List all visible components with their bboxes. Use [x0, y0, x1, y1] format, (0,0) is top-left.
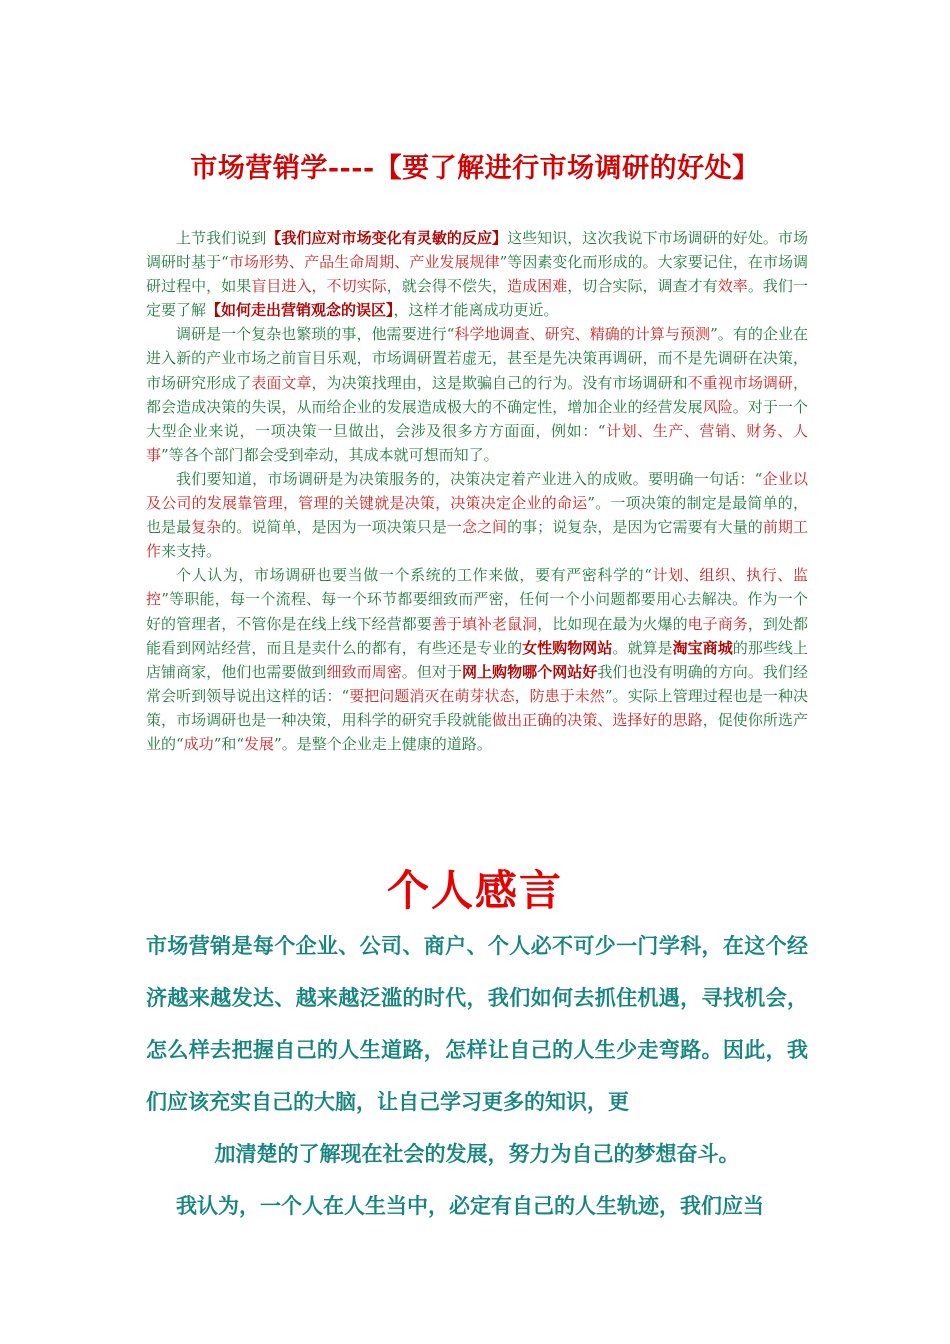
highlight-text: 电子商务: [687, 614, 748, 633]
text: 这些知识，这次我说下市场调研的好处。市场调研时基于“: [146, 229, 808, 272]
highlight-text: 发展: [244, 734, 275, 753]
text: 。对于一个大型企业来说，一项决策一旦做出，会涉及很多方方面面，例如：“: [146, 397, 808, 440]
text: ”等职能，每一个流程、每一个环节都要细致而严密，任何一个小问题都要用心去解决。作为一个好的管理者，不管你是在线上线下经营都要: [146, 590, 808, 633]
text: 个人认为，市场调研也要当做一个系统的工作来做，要有严密科学的“: [176, 566, 652, 585]
text: 调研是一个复杂也繁琐的事，他需要进行“: [176, 325, 455, 344]
highlight-text: 风险: [702, 397, 733, 416]
article-link[interactable]: 网上购物哪个网站好: [461, 662, 598, 681]
text: ，为决策找理由，这是欺骗自己的行为。没有市场调研和: [311, 373, 688, 392]
highlight-text: 做出正确的决策、选择好的思路: [492, 710, 703, 729]
text: 的。说简单，是因为一项决策只是: [221, 518, 447, 537]
article-body: [146, 226, 808, 756]
article-link[interactable]: 淘宝商城: [672, 638, 733, 657]
highlight-text: 表面文章: [251, 373, 312, 392]
text: 。但对于: [401, 662, 462, 681]
paragraph-4: [146, 563, 808, 756]
text: ，比如现在最为火爆的: [537, 614, 688, 633]
text: 上节我们说到: [176, 229, 267, 247]
text: ，促使你所选产业的“: [146, 710, 808, 753]
essay-section: [146, 920, 808, 1232]
document-title: 市场营销学----【要了解进行市场调研的好处】: [190, 153, 760, 184]
text: 。就算是: [612, 638, 673, 657]
text: ，都会造成决策的失误，从而给企业的发展造成极大的不确定性，增加企业的经营发展: [146, 373, 808, 416]
text: ”。是整个企业走上健康的道路。: [274, 734, 492, 753]
text: ，这样才能离成功更近。: [393, 301, 559, 320]
article-link[interactable]: 【如何走出营销观念的误区】: [206, 301, 394, 320]
text: ”。有的企业在进入新的产业市场之前盲目乐观，市场调研置若虚无，甚至是先决策再调研，而不是先调研在决策，市场研究形成了: [146, 325, 808, 392]
highlight-text: 企业以及公司的发展靠管理，管理的关键就是决策，决策决定企业的命运: [146, 469, 808, 513]
essay-paragraph-1-end: 加清楚的了解现在社会的发展，努力为自己的梦想奋斗。: [214, 1141, 740, 1166]
text: ”。实际上管理过程也是一种决策，市场调研也是一种决策，用科学的研究手段就能: [146, 686, 808, 729]
text: ”和“: [213, 734, 245, 753]
highlight-text: 一念之间: [446, 518, 508, 537]
paragraph-1: [146, 226, 808, 322]
text: 。我们一定要了解: [146, 277, 808, 320]
highlight-text: 造成困难: [507, 277, 568, 296]
highlight-text: 计划、组织、执行、监控: [146, 566, 808, 609]
text: ”等因素变化而形成的。大家要记住，在市场调研过程中，如果: [146, 253, 808, 296]
paragraph-3: [146, 467, 808, 563]
highlight-text: 计划、生产、营销、财务、人事: [146, 421, 808, 464]
text: 来支持。: [161, 542, 222, 561]
paragraph-2: [146, 322, 808, 467]
highlight-text: 成功: [183, 734, 214, 753]
essay-paragraph-2: 我认为，一个人在人生当中，必定有自己的人生轨迹，我们应当: [176, 1193, 764, 1218]
text: ，就会得不偿失，: [386, 277, 508, 296]
text: ，切合实际，调查才有: [567, 277, 718, 296]
highlight-text: 不重视市场调研: [687, 373, 793, 392]
section-heading: 个人感言: [386, 866, 563, 915]
article-link[interactable]: 女性购物网站: [522, 638, 613, 657]
highlight-text: 要把问题消灭在萌芽状态，防患于未然: [349, 686, 605, 705]
text: ，到处都能看到网站经营，而且是卖什么的都有，有些还是专业的: [146, 614, 808, 657]
highlight-text: 复杂: [191, 518, 222, 537]
text: 我们也没有明确的方向。我们经常会听到领导说出这样的话：“: [146, 662, 808, 705]
highlight-text: 善于填补老鼠洞: [431, 614, 538, 633]
text: ”。一项决策的制定是最简单的，也是最: [146, 494, 808, 537]
highlight-text: 盲目进入，不切实际: [251, 277, 387, 296]
highlight-text: 市场形势、产品生命周期、产业发展规律: [228, 253, 500, 272]
highlight-text: 前期工作: [146, 518, 808, 561]
essay-paragraph-1: 市场营销是每个企业、公司、商户、个人必不可少一门学科，在这个经济越来越发达、越来越泛滥的时代，我们如何去抓住机遇，寻找机会，怎么样去把握自己的人生道路，怎样让自己的人生少走弯路。因此，我们应该充实自己的大脑，让自己学习更多的知识，更: [146, 933, 808, 1114]
article-link[interactable]: 【我们应对市场变化有灵敏的反应】: [266, 229, 508, 247]
text: 我们要知道，市场调研是为决策服务的，决策决定着产业进入的成败。要明确一句话：“: [176, 469, 763, 488]
text: ”等各个部门都会受到牵动，其成本就可想而知了。: [161, 445, 499, 464]
highlight-text: 科学地调查、研究、精确的计算与预测: [454, 325, 711, 344]
text: 的那些线上店铺商家，他们也需要做到: [146, 638, 808, 681]
highlight-text: 效率: [717, 277, 748, 296]
highlight-text: 细致而周密: [326, 662, 402, 681]
text: 的事；说复杂，是因为它需要有大量的: [507, 518, 763, 537]
